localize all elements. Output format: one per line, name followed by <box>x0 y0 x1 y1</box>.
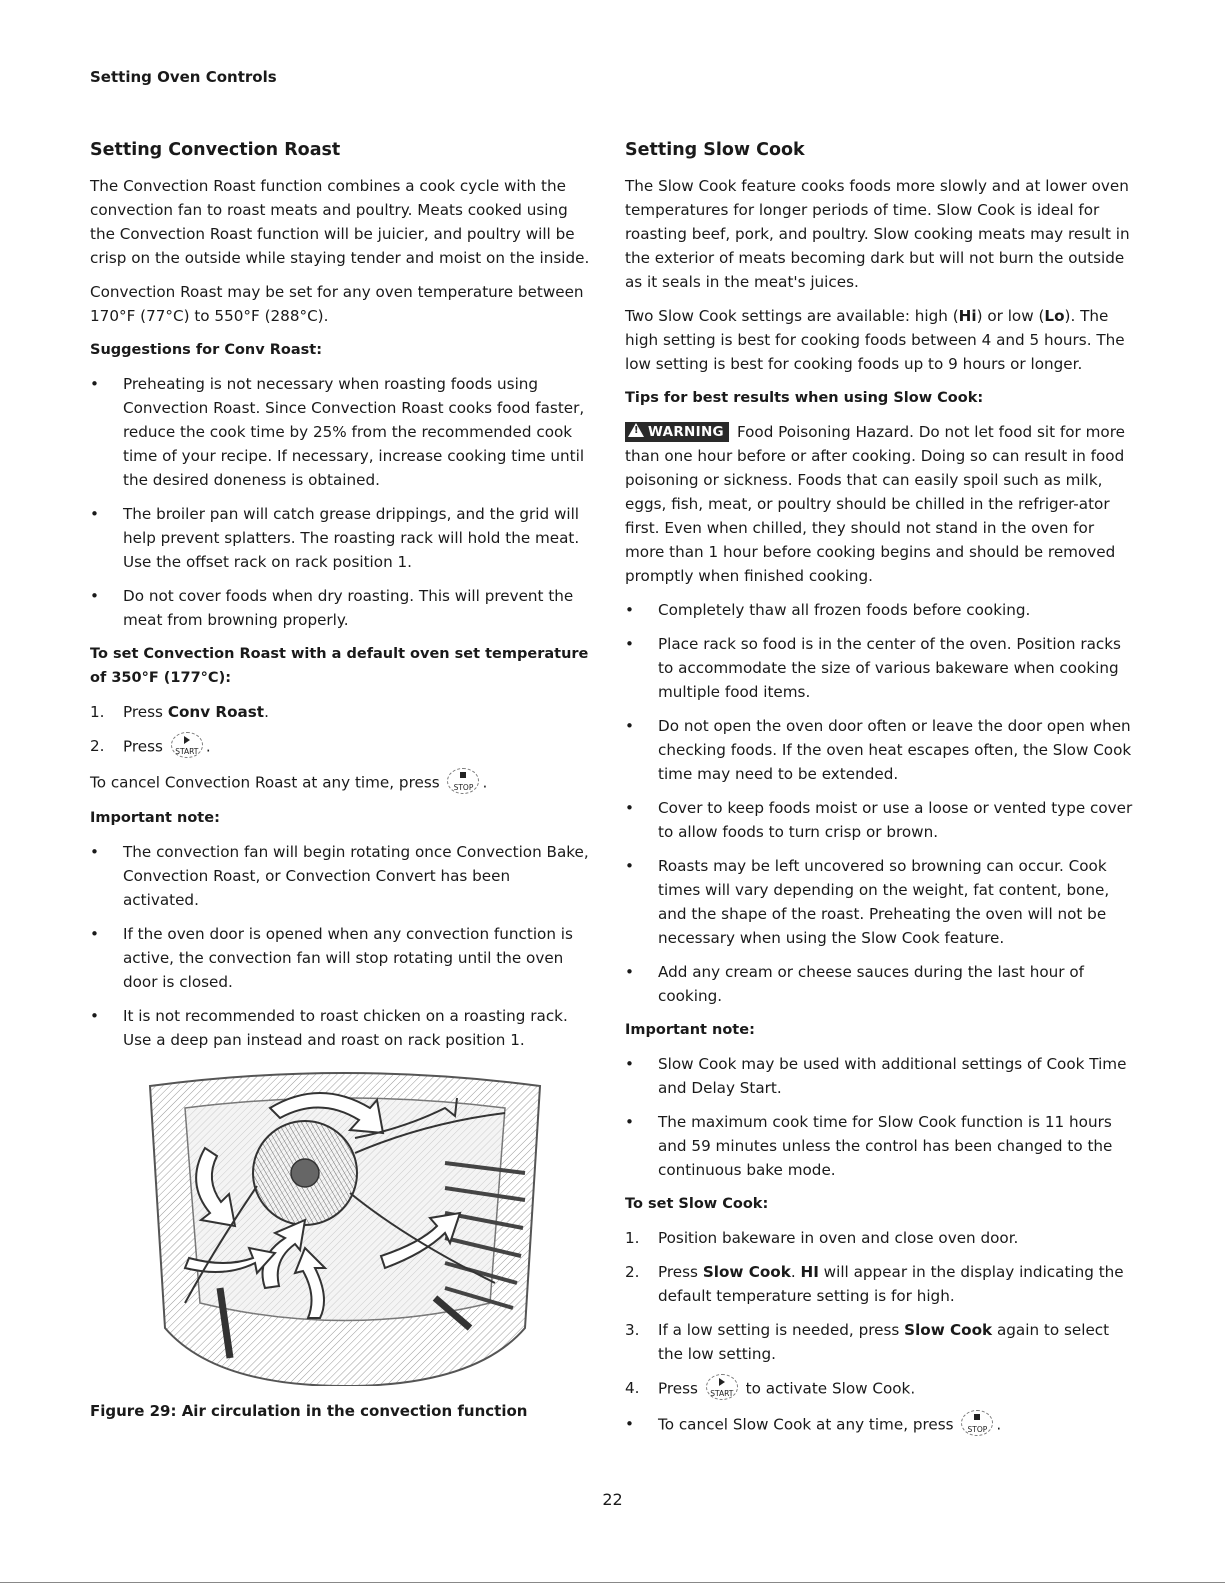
list-item: • Completely thaw all frozen foods before cooking. <box>625 598 1135 622</box>
convection-roast-intro: The Convection Roast function combines a cook cycle with the convection fan to roast meats and poultry. Meats cooked using the Convection Roast function will be juicier, and poultry will be crisp on the outside while staying tender and moist on the inside. <box>90 177 590 267</box>
stop-key-icon <box>447 768 479 794</box>
list-item: • The maximum cook time for Slow Cook function is 11 hours and 59 minutes unless the control has been changed to the continuous bake mode. <box>625 1110 1135 1182</box>
important-note-title: Important note: <box>625 1022 755 1038</box>
step-text: will appear in the display indicating the default temperature setting is for high. <box>658 1263 1124 1305</box>
step-text: Press <box>658 1263 703 1281</box>
set-convection-roast-title: To set Convection Roast with a default oven set temperature of 350°F (177°C): <box>90 646 589 686</box>
set-slow-cook-title: To set Slow Cook: <box>625 1196 769 1212</box>
step-number: 3. <box>625 1321 640 1339</box>
step-text: . <box>264 703 269 721</box>
convection-roast-temp-range: Convection Roast may be set for any oven temperature between 170°F (77°C) to 550°F (288°C). <box>90 283 584 325</box>
convection-roast-steps <box>90 700 590 760</box>
slow-cook-key-label: Slow Cook <box>904 1321 993 1339</box>
cancel-text: . <box>996 1415 1002 1434</box>
important-note-title: Important note: <box>90 810 220 826</box>
slow-cook-settings <box>625 304 1135 376</box>
important-notes-list <box>90 840 590 1052</box>
conv-roast-key-label: Conv Roast <box>167 703 265 721</box>
step-text: again to select the low setting. <box>658 1321 1110 1363</box>
step-text: If a low setting is needed, press <box>658 1321 905 1339</box>
cancel-text: To cancel Convection Roast at any time, press <box>90 773 440 792</box>
page-number: 22 <box>602 1490 623 1509</box>
stop-key-icon <box>961 1410 993 1436</box>
step-item <box>90 734 590 760</box>
hi-setting-label: Hi <box>958 307 977 325</box>
cancel-list <box>625 1412 1135 1438</box>
stop-key-label: STOP <box>967 1425 988 1434</box>
step-number: 4. <box>625 1379 640 1397</box>
step-item <box>625 1318 1135 1366</box>
convection-airflow-illustration <box>145 1068 545 1386</box>
warning-label: WARNING <box>648 424 724 440</box>
settings-text: ) or low ( <box>976 307 1045 325</box>
step-text: . <box>205 737 211 756</box>
section-header: Setting Oven Controls <box>90 68 277 86</box>
warning-triangle-icon: ! <box>628 423 644 437</box>
start-key-icon <box>171 732 203 758</box>
step-item <box>625 1226 1135 1250</box>
page-bottom-edge <box>0 1582 1225 1583</box>
step-item <box>625 1260 1135 1308</box>
slow-cook-intro: The Slow Cook feature cooks foods more slowly and at lower oven temperatures for longer periods of time. Slow Cook is ideal for roasting beef, pork, and poultry. Slow cooking meats may result in the exterior of meats becoming dark but will not burn the outside as it seals in the meat's juices. <box>625 177 1130 291</box>
suggestions-list <box>90 372 590 632</box>
step-item <box>625 1376 1135 1402</box>
important-notes-list <box>625 1052 1135 1182</box>
slow-cook-steps <box>625 1226 1135 1402</box>
list-item: • It is not recommended to roast chicken on a roasting rack. Use a deep pan instead and roast on rack position 1. <box>90 1004 590 1052</box>
start-key-icon <box>706 1374 738 1400</box>
warning-paragraph <box>625 420 1135 588</box>
cancel-text: To cancel Slow Cook at any time, press <box>658 1415 954 1434</box>
lo-setting-label: Lo <box>1044 307 1065 325</box>
step-number: 2. <box>90 737 105 755</box>
tips-list <box>625 598 1135 1008</box>
warning-badge <box>625 422 729 442</box>
step-number: 2. <box>625 1263 640 1281</box>
cancel-instruction <box>90 770 590 796</box>
left-column <box>90 138 590 1062</box>
step-text: Press <box>123 703 168 721</box>
settings-text: Two Slow Cook settings are available: high ( <box>625 307 959 325</box>
step-text: Position bakeware in oven and close oven door. <box>658 1229 1019 1247</box>
list-item: • Cover to keep foods moist or use a loose or vented type cover to allow foods to turn crisp or brown. <box>625 796 1135 844</box>
list-item: • Add any cream or cheese sauces during the last hour of cooking. <box>625 960 1135 1008</box>
list-item: • Place rack so food is in the center of the oven. Position racks to accommodate the size of various bakeware when cooking multiple food items. <box>625 632 1135 704</box>
list-item: • If the oven door is opened when any convection function is active, the convection fan will stop rotating until the oven door is closed. <box>90 922 590 994</box>
slow-cook-title: Setting Slow Cook <box>625 140 805 160</box>
warning-text: Food Poisoning Hazard. Do not let food sit for more than one hour before or after cooking. Doing so can result in food poisoning or sickness. Foods that can easily spoil such as milk, eggs, fish, meat, or poultry should be chilled in the refriger-ator first. Even when chilled, they should not stand in the oven for more than 1 hour before cooking begins and should be removed promptly when finished cooking. <box>625 423 1125 585</box>
list-item: • Do not cover foods when dry roasting. This will prevent the meat from browning properly. <box>90 584 590 632</box>
start-key-label: START <box>175 747 199 756</box>
stop-key-label: STOP <box>453 783 474 792</box>
list-item: • Do not open the oven door often or leave the door open when checking foods. If the oven heat escapes often, the Slow Cook time may need to be extended. <box>625 714 1135 786</box>
slow-cook-key-label: Slow Cook <box>702 1263 791 1281</box>
step-number: 1. <box>90 703 105 721</box>
step-text: Press <box>123 737 163 756</box>
right-column <box>625 138 1135 1448</box>
settings-text: ). The high setting is best for cooking foods between 4 and 5 hours. The low setting is best for cooking foods up to 9 hours or longer. <box>625 307 1125 373</box>
display-hi-label: HI <box>800 1263 819 1281</box>
cancel-text: . <box>482 773 488 792</box>
start-key-label: START <box>710 1389 734 1398</box>
step-text: Press <box>658 1379 698 1398</box>
list-item: • The broiler pan will catch grease drippings, and the grid will help prevent splatters. The roasting rack will hold the meat. Use the offset rack on rack position 1. <box>90 502 590 574</box>
convection-roast-title: Setting Convection Roast <box>90 140 341 160</box>
step-text: . <box>790 1263 801 1281</box>
step-text: to activate Slow Cook. <box>740 1379 916 1398</box>
tips-title: Tips for best results when using Slow Cook: <box>625 390 984 406</box>
step-number: 1. <box>625 1229 640 1247</box>
list-item: • The convection fan will begin rotating once Convection Bake, Convection Roast, or Convection Convert has been activated. <box>90 840 590 912</box>
list-item <box>625 1412 1135 1438</box>
list-item: • Roasts may be left uncovered so browning can occur. Cook times will vary depending on the weight, fat content, bone, and the shape of the roast. Preheating the oven will not be necessary when using the Slow Cook feature. <box>625 854 1135 950</box>
figure-caption: Figure 29: Air circulation in the convection function <box>90 1402 528 1420</box>
suggestions-title: Suggestions for Conv Roast: <box>90 342 323 358</box>
list-item: • Preheating is not necessary when roasting foods using Convection Roast. Since Convection Roast cooks food faster, reduce the cook time by 25% from the recommended cook time of your recipe. If necessary, increase cooking time until the desired doneness is obtained. <box>90 372 590 492</box>
list-item: • Slow Cook may be used with additional settings of Cook Time and Delay Start. <box>625 1052 1135 1100</box>
step-item <box>90 700 590 724</box>
